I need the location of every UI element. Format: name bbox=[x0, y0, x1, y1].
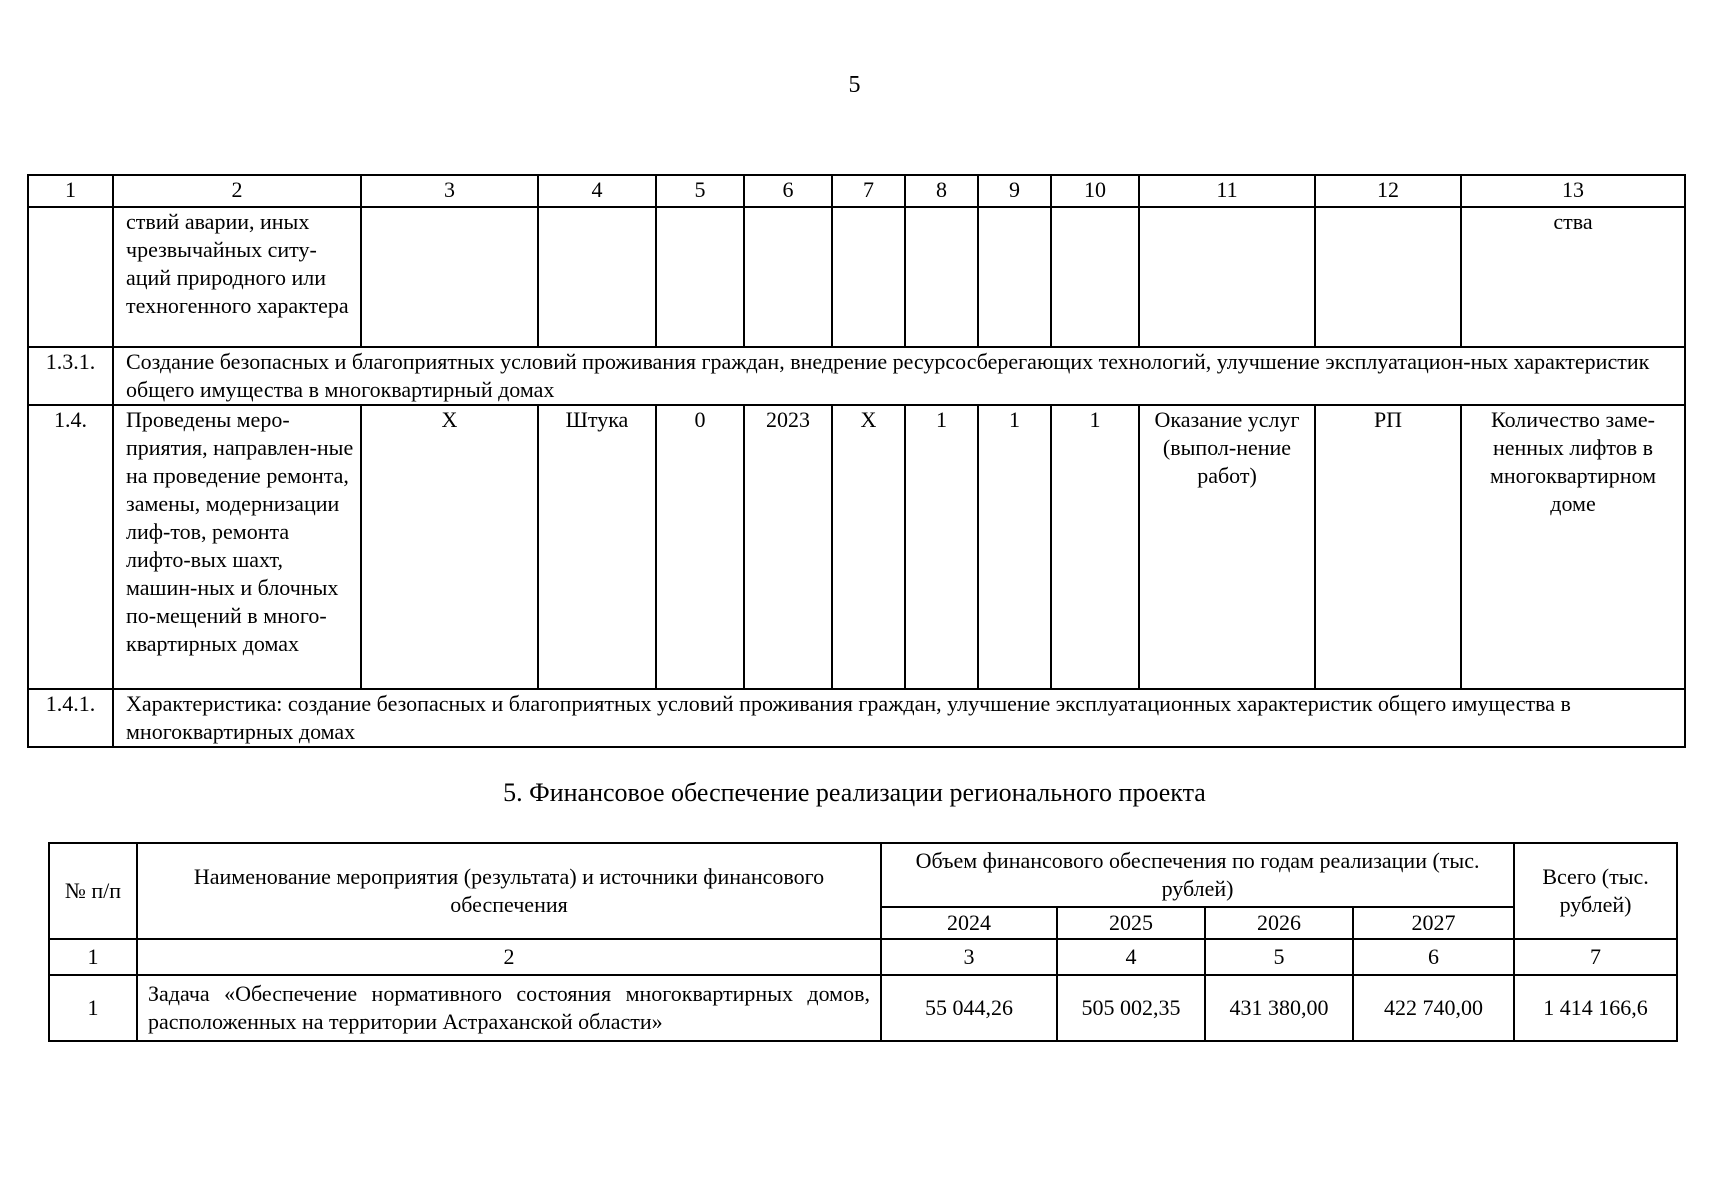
column-number: 2 bbox=[113, 175, 361, 207]
finance-total: 1 414 166,6 bbox=[1514, 975, 1677, 1041]
col7-value: Х bbox=[832, 405, 905, 689]
finance-value-2027: 422 740,00 bbox=[1353, 975, 1514, 1041]
column-number: 1 bbox=[28, 175, 113, 207]
finance-table bbox=[48, 842, 1678, 1042]
column-number: 11 bbox=[1139, 175, 1315, 207]
column-number: 6 bbox=[1353, 939, 1514, 975]
row-number: 1.4. bbox=[28, 405, 113, 689]
col12-value: РП bbox=[1315, 405, 1461, 689]
header-number: № п/п bbox=[49, 843, 137, 939]
column-number: 5 bbox=[1205, 939, 1353, 975]
row-number: 1.4.1. bbox=[28, 689, 113, 747]
finance-header-row bbox=[49, 843, 1677, 907]
finance-task-name: Задача «Обеспечение нормативного состояния многоквартирных домов, расположенных на территории Астраханской области» bbox=[137, 975, 881, 1041]
finance-value-2026: 431 380,00 bbox=[1205, 975, 1353, 1041]
continuation-row bbox=[28, 207, 1685, 347]
col9-value: 1 bbox=[978, 405, 1051, 689]
column-number: 4 bbox=[1057, 939, 1205, 975]
column-number: 5 bbox=[656, 175, 744, 207]
page-number: 5 bbox=[848, 72, 861, 98]
finance-column-number-row bbox=[49, 939, 1677, 975]
result-name-continuation: ствий аварии, иных чрезвычайных ситу-аций природного или техногенного характера bbox=[113, 207, 361, 347]
result-indicator: Количество заме-ненных лифтов в многоквартирном доме bbox=[1461, 405, 1685, 689]
row-number: 1.3.1. bbox=[28, 347, 113, 405]
table-row bbox=[28, 347, 1685, 405]
section-title: 5. Финансовое обеспечение реализации регионального проекта bbox=[503, 778, 1206, 807]
column-number: 10 bbox=[1051, 175, 1139, 207]
header-volume: Объем финансового обеспечения по годам реализации (тыс. рублей) bbox=[881, 843, 1514, 907]
column-number: 12 bbox=[1315, 175, 1461, 207]
header-year: 2026 bbox=[1205, 907, 1353, 939]
header-year: 2024 bbox=[881, 907, 1057, 939]
result-type: Оказание услуг (выпол-нение работ) bbox=[1139, 405, 1315, 689]
column-number: 6 bbox=[744, 175, 832, 207]
result-name: Проведены меро-приятия, направлен-ные на проведение ремонта, замены, модернизации лиф-тов, ремонта лифто-вых шахт, машин-ных и блочных по-мещений в много-квартирных домах bbox=[113, 405, 361, 689]
column-number: 2 bbox=[137, 939, 881, 975]
table-row bbox=[28, 689, 1685, 747]
column-number: 3 bbox=[361, 175, 538, 207]
header-name: Наименование мероприятия (результата) и источники финансового обеспечения bbox=[137, 843, 881, 939]
results-table bbox=[27, 174, 1686, 748]
finance-row-number: 1 bbox=[49, 975, 137, 1041]
base-value: 0 bbox=[656, 405, 744, 689]
column-number: 4 bbox=[538, 175, 656, 207]
col3-value: Х bbox=[361, 405, 538, 689]
header-year: 2025 bbox=[1057, 907, 1205, 939]
column-number: 9 bbox=[978, 175, 1051, 207]
finance-value-2025: 505 002,35 bbox=[1057, 975, 1205, 1041]
column-number: 8 bbox=[905, 175, 978, 207]
base-year: 2023 bbox=[744, 405, 832, 689]
col13-continuation: ства bbox=[1461, 207, 1685, 347]
finance-row bbox=[49, 975, 1677, 1041]
column-number: 13 bbox=[1461, 175, 1685, 207]
column-number-row bbox=[28, 175, 1685, 207]
unit-value: Штука bbox=[538, 405, 656, 689]
header-total: Всего (тыс. рублей) bbox=[1514, 843, 1677, 939]
column-number: 3 bbox=[881, 939, 1057, 975]
row-description: Создание безопасных и благоприятных условий проживания граждан, внедрение ресурсосберегающих технологий, улучшение эксплуатацион-ных характеристик общего имущества в многоквартирный домах bbox=[113, 347, 1685, 405]
row-description: Характеристика: создание безопасных и благоприятных условий проживания граждан, улучшение эксплуатационных характеристик общего имущества в многоквартирных домах bbox=[113, 689, 1685, 747]
header-year: 2027 bbox=[1353, 907, 1514, 939]
col10-value: 1 bbox=[1051, 405, 1139, 689]
table-row bbox=[28, 405, 1685, 689]
finance-value-2024: 55 044,26 bbox=[881, 975, 1057, 1041]
column-number: 7 bbox=[1514, 939, 1677, 975]
column-number: 7 bbox=[832, 175, 905, 207]
column-number: 1 bbox=[49, 939, 137, 975]
col8-value: 1 bbox=[905, 405, 978, 689]
